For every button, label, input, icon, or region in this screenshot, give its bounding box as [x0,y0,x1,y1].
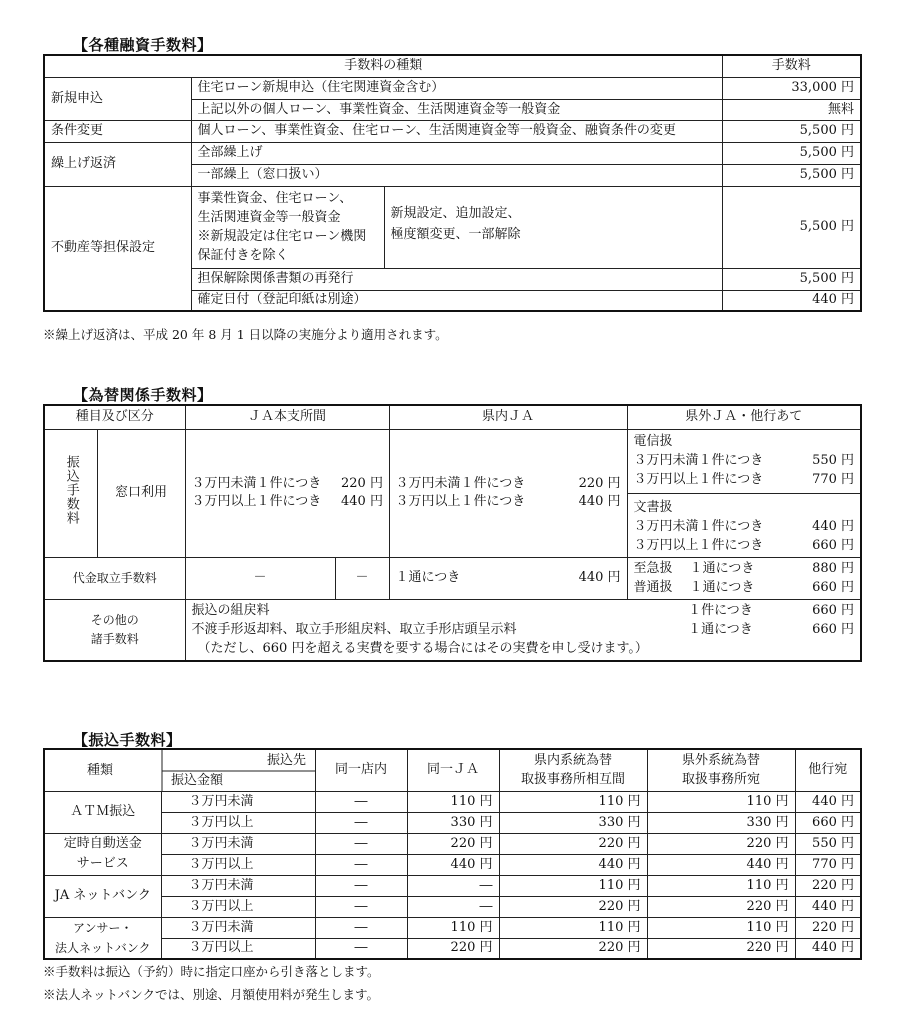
same-ja-cell: 220 円 [407,938,499,959]
ja-conditions [185,429,335,557]
daikin-label: 代金取立手数料 [44,557,185,599]
amount-cell: ３万円未満 [161,917,315,938]
out-cell: 440 円 [647,854,795,875]
document-label: 文書扱 [633,500,673,515]
pref-fee: 220 円 [578,476,621,491]
service-label: 定時自動送金 [44,833,161,854]
other-fee-unit: １件につき [688,603,753,619]
header-pref-line: 取扱事務所相互間 [520,772,625,788]
header-kind: 種目及び区分 [44,405,185,429]
other-fees-label-line: その他の [90,612,139,627]
exchange-fee-table [43,404,862,662]
service-label: ＡＴＭ振込 [44,791,161,833]
collateral-reissue-fee: 5,500 円 [722,268,861,290]
certified-date-fee: 440 円 [722,290,861,311]
transfer-rows [44,791,861,959]
other-bank-cell: 440 円 [795,938,861,959]
repay-full: 全部繰上げ [191,142,722,164]
pref-cell: 440 円 [499,854,647,875]
out-cell: 330 円 [647,812,795,833]
out-fees-cell [627,429,861,557]
header-out-line: 県外系統為替 [681,753,760,769]
out-cell: 110 円 [647,875,795,896]
daikin-out-condition: 至急扱 １通につき [633,561,755,576]
new-other-loan: 上記以外の個人ローン、事業性資金、生活関連資金等一般資金 [191,99,722,120]
other-fee-line [192,601,855,620]
row-label-new: 新規申込 [44,77,191,120]
other-bank-cell: 220 円 [795,875,861,896]
amount-cell: ３万円以上 [161,854,315,875]
out-cell: 220 円 [647,833,795,854]
daikin-out-condition: 普通扱 １通につき [633,580,755,595]
table-row [44,938,861,959]
pref-cell: 110 円 [499,917,647,938]
same-branch-cell: ― [315,854,407,875]
header-kind-amount [44,749,315,791]
table-row [44,833,861,854]
daikin-ja: － [185,557,335,599]
pref-fee: 440 円 [578,494,621,509]
same-branch-cell: ― [315,938,407,959]
document-fee: 660 円 [812,538,855,553]
amount-cell: ３万円未満 [161,791,315,812]
loan-fee-note: ※繰上げ返済は、平成 20 年 8 月 1 日以降の実施分より適用されます。 [43,327,448,342]
transfer-fee-table [43,748,862,960]
table-row [44,791,861,812]
same-ja-cell: 440 円 [407,854,499,875]
header-fee: 手数料 [722,55,861,77]
ja-condition: ３万円未満１件につき [191,476,322,491]
ja-fee: 220 円 [341,476,383,491]
furikomi-vertical-text: 振込手数料 [63,455,79,525]
header-pref-line: 県内系統為替 [533,753,612,769]
same-ja-cell: 110 円 [407,917,499,938]
header-pref [499,749,647,791]
same-ja-cell: 330 円 [407,812,499,833]
pref-cell: 220 円 [499,833,647,854]
table-row [44,875,861,896]
pref-cell: 220 円 [499,896,647,917]
other-bank-cell: 440 円 [795,791,861,812]
daikin-pref-fee: 440 円 [539,557,627,599]
ja-condition: ３万円以上１件につき [191,494,322,509]
same-ja-cell: ― [407,896,499,917]
other-fee-proviso: （ただし、660 円を超える実費を要する場合にはその実費を申し受けます。） [197,641,648,657]
collateral-target-line: 生活関連資金等一般資金 [197,210,341,225]
section-title-exchange-fees: 【為替関係手数料】 [73,386,213,404]
header-kind: 手数料の種類 [44,55,722,77]
collateral-target-line: ※新規設定は住宅ローン機関 [197,229,367,244]
header-pref: 県内ＪＡ [389,405,627,429]
service-label: 法人ネットバンク [44,938,161,959]
header-destination: 振込先 [267,753,307,768]
repay-partial-fee: 5,500 円 [722,164,861,186]
same-ja-cell: 110 円 [407,791,499,812]
transfer-note: ※法人ネットバンクでは、別途、月額使用料が発生します。 [43,987,380,1002]
header-ja: ＪＡ本支所間 [185,405,389,429]
header-out: 県外ＪＡ・他行あて [627,405,861,429]
header-amount: 振込金額 [171,773,224,788]
furikomi-vertical-label [44,429,97,557]
daikin-pref: １通につき [389,557,539,599]
telegraph-block [628,430,861,494]
collateral-target [191,186,384,268]
ja-fees [335,429,389,557]
out-cell: 110 円 [647,791,795,812]
service-label: サービス [44,854,161,875]
new-other-loan-fee: 無料 [722,99,861,120]
transfer-note: ※手数料は振込（予約）時に指定口座から引き落とします。 [43,964,380,979]
telegraph-fee: 770 円 [812,472,855,487]
header-other-bank: 他行宛 [795,749,861,791]
other-bank-cell: 440 円 [795,896,861,917]
pref-cell: 220 円 [499,938,647,959]
change-desc: 個人ローン、事業性資金、住宅ローン、生活関連資金等一般資金、融資条件の変更 [191,120,722,142]
telegraph-label: 電信扱 [633,434,673,449]
amount-cell: ３万円未満 [161,875,315,896]
same-branch-cell: ― [315,875,407,896]
header-same-branch: 同一店内 [315,749,407,791]
out-cell: 110 円 [647,917,795,938]
header-out-line: 取扱事務所宛 [681,772,760,788]
other-fee-unit: １通につき [688,622,753,638]
new-housing-loan-fee: 33,000 円 [722,77,861,99]
other-fee-amount: 660 円 [812,603,855,619]
other-bank-cell: 550 円 [795,833,861,854]
collateral-target-line: 事業性資金、住宅ローン、 [197,191,353,206]
amount-cell: ３万円以上 [161,812,315,833]
amount-cell: ３万円未満 [161,833,315,854]
document-condition: ３万円未満１件につき [633,519,764,534]
header-same-ja: 同一ＪＡ [407,749,499,791]
collateral-action-line: 新規設定、追加設定、 [390,205,521,221]
daikin-out-fee: 880 円 [812,561,855,576]
document-fee: 440 円 [812,519,855,534]
row-label-repay: 繰上げ返済 [44,142,191,186]
daikin-out [627,557,861,599]
loan-fee-table [43,54,862,312]
other-fee-desc: 振込の組戻料 [191,603,270,619]
same-branch-cell: ― [315,812,407,833]
pref-cell: 330 円 [499,812,647,833]
telegraph-condition: ３万円未満１件につき [633,453,764,468]
table-row [44,896,861,917]
pref-cell: 110 円 [499,791,647,812]
ja-fee: 440 円 [341,494,383,509]
other-fee-desc: 不渡手形返却料、取立手形組戻料、取立手形店頭呈示料 [191,622,517,638]
other-fees-label [44,599,185,661]
amount-cell: ３万円以上 [161,938,315,959]
amount-cell: ３万円以上 [161,896,315,917]
certified-date: 確定日付（登記印紙は別途） [191,290,722,311]
repay-partial: 一部繰上（窓口扱い） [191,164,722,186]
change-fee: 5,500 円 [722,120,861,142]
window-use: 窓口利用 [97,429,185,557]
row-label-change: 条件変更 [44,120,191,142]
other-fees-content [185,599,861,661]
section-title-transfer-fees: 【振込手数料】 [73,731,182,749]
collateral-action-line: 極度額変更、一部解除 [390,226,521,242]
other-fees-label-line: 諸手数料 [90,631,139,646]
daikin-ja-fee: － [335,557,389,599]
other-bank-cell: 220 円 [795,917,861,938]
section-title-loan-fees: 【各種融資手数料】 [73,36,213,54]
table-row [44,917,861,938]
pref-condition: ３万円未満１件につき [395,476,526,491]
same-branch-cell: ― [315,791,407,812]
other-fee-line [192,620,855,639]
same-ja-cell: 220 円 [407,833,499,854]
header-out [647,749,795,791]
service-label: JA ネットバンク [44,875,161,917]
collateral-action [384,186,722,268]
collateral-fee: 5,500 円 [722,186,861,268]
document-condition: ３万円以上１件につき [633,538,764,553]
same-branch-cell: ― [315,917,407,938]
document-block [628,494,861,556]
service-label: アンサー・ [44,917,161,938]
new-housing-loan: 住宅ローン新規申込（住宅関連資金含む） [191,77,722,99]
row-label-collateral: 不動産等担保設定 [44,186,191,311]
other-bank-cell: 660 円 [795,812,861,833]
collateral-reissue: 担保解除関係書類の再発行 [191,268,722,290]
daikin-out-fee: 660 円 [812,580,855,595]
out-cell: 220 円 [647,938,795,959]
header-kind: 種類 [87,763,114,778]
table-row [44,854,861,875]
table-row [44,812,861,833]
telegraph-condition: ３万円以上１件につき [633,472,764,487]
pref-cell: 110 円 [499,875,647,896]
pref-conditions [389,429,539,557]
same-ja-cell: ― [407,875,499,896]
same-branch-cell: ― [315,833,407,854]
same-branch-cell: ― [315,896,407,917]
other-bank-cell: 770 円 [795,854,861,875]
other-fee-amount: 660 円 [812,622,855,638]
pref-fees [539,429,627,557]
out-cell: 220 円 [647,896,795,917]
collateral-target-line: 保証付きを除く [197,248,289,263]
telegraph-fee: 550 円 [812,453,855,468]
pref-condition: ３万円以上１件につき [395,494,526,509]
repay-full-fee: 5,500 円 [722,142,861,164]
